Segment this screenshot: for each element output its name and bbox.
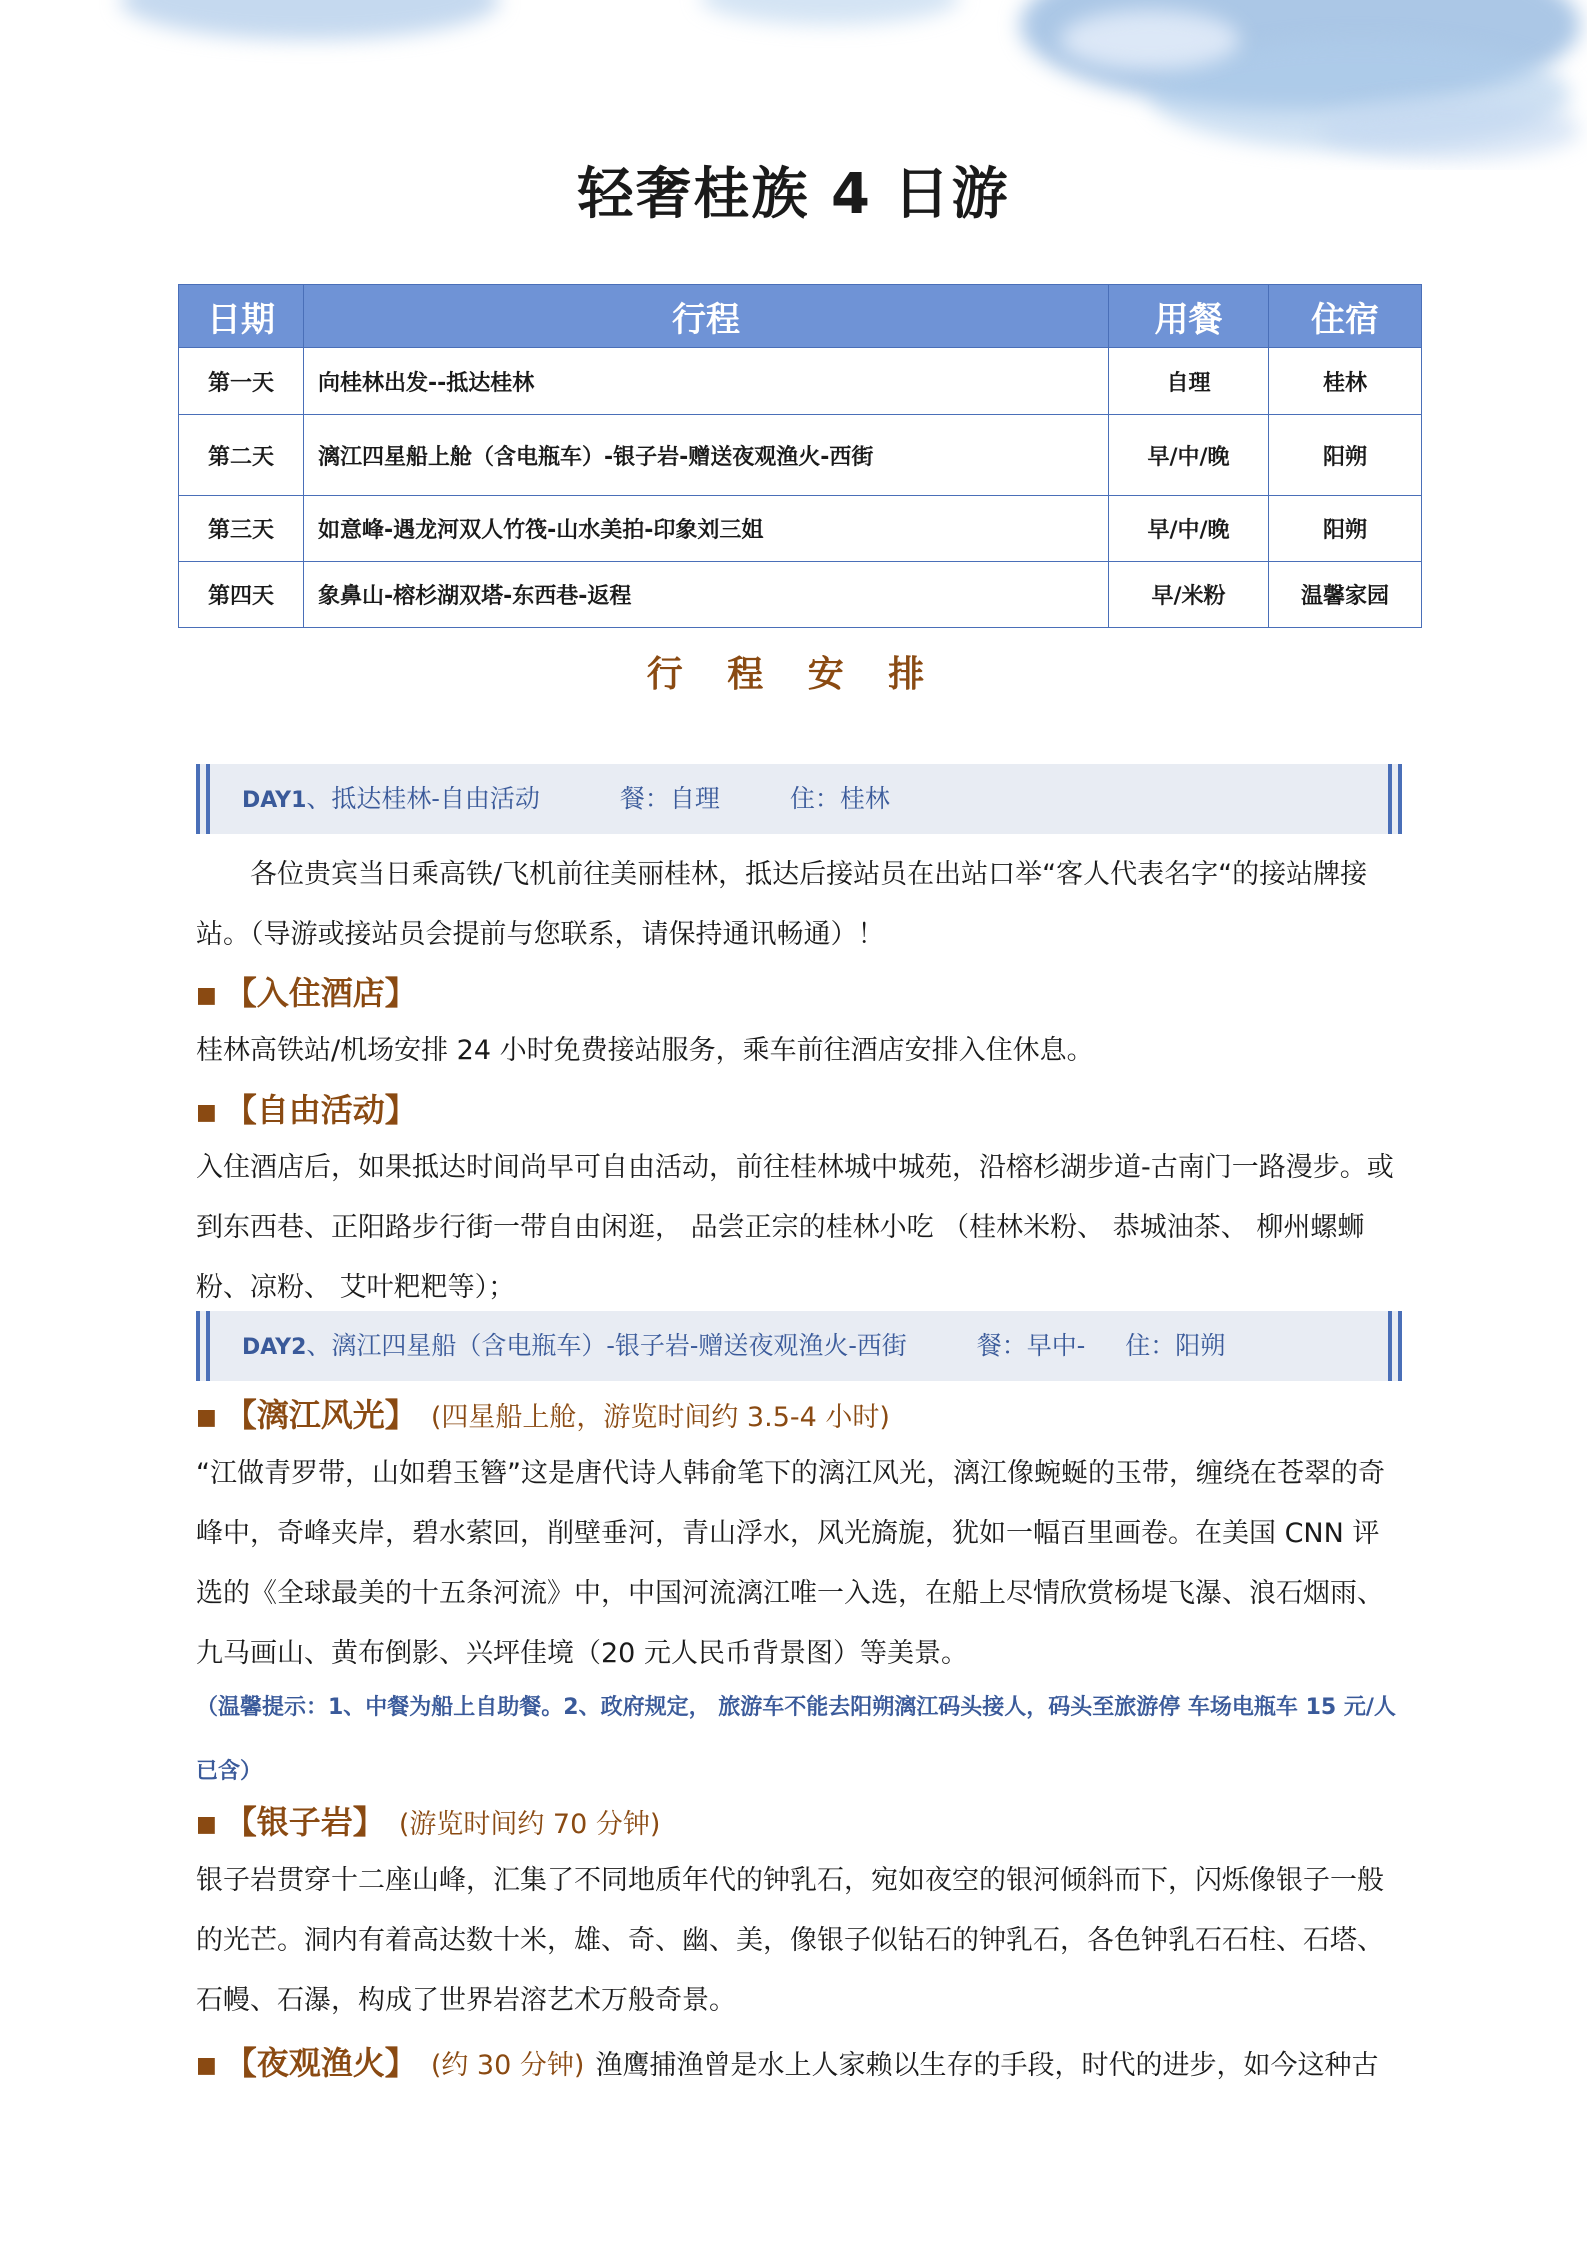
day1-heading-hotel [196, 968, 417, 1014]
day2-banner [196, 1311, 1402, 1381]
bar-line [206, 1311, 210, 1381]
day2-yinziyan-text: 银子岩贯穿十二座山峰，汇集了不同地质年代的钟乳石，宛如夜空的银河倾斜而下，闪烁像银子一般的光芒。洞内有着高达数十米，雄、奇、幽、美，像银子似钻石的钟乳石，各色钟乳石石柱、石塔、石幔、石瀑，构成了世界岩溶艺术万般奇景。 [196, 1865, 1384, 2016]
cell-route: 象鼻山-榕杉湖双塔-东西巷-返程 [304, 562, 1109, 628]
square-bullet-icon: ■ [196, 1811, 217, 1837]
table-row [179, 348, 1422, 415]
cloud-decoration [120, 0, 500, 40]
day1-hotel-text: 桂林高铁站/机场安排 24 小时免费接站服务，乘车前往酒店安排入住休息。 [196, 1035, 1094, 1066]
cell-route: 向桂林出发--抵达桂林 [304, 348, 1109, 415]
day1-stay: 住：桂林 [789, 784, 890, 813]
sky-banner [0, 0, 1587, 170]
square-bullet-icon: ■ [196, 1099, 217, 1125]
day2-heading-yinziyan [196, 1797, 660, 1843]
bar-line [1398, 764, 1402, 834]
day1-intro: 各位贵宾当日乘高铁/飞机前往美丽桂林，抵达后接站员在出站口举“客人代表名字“的接站牌接站。（导游或接站员会提前与您联系，请保持通讯畅通）！ [196, 859, 1368, 950]
cell-route: 如意峰-遇龙河双人竹筏-山水美拍-印象刘三姐 [304, 496, 1109, 562]
cell-day: 第四天 [179, 562, 304, 628]
day1-banner [196, 764, 1402, 834]
day2-tip: （温馨提示：1、中餐为船上自助餐。2、政府规定， 旅游车不能去阳朔漓江码头接人，码头至旅游停 车场电瓶车 15 元/人已含） [196, 1695, 1396, 1784]
cell-day: 第一天 [179, 348, 304, 415]
cell-day: 第三天 [179, 496, 304, 562]
cell-day: 第二天 [179, 415, 304, 496]
cell-meals: 自理 [1109, 348, 1269, 415]
heading-text: 【入住酒店】 [224, 974, 417, 1012]
table-row [179, 415, 1422, 496]
cell-route: 漓江四星船上舱（含电瓶车）-银子岩-赠送夜观渔火-西街 [304, 415, 1109, 496]
table-header-row [179, 285, 1422, 348]
day2-banner-text [242, 1311, 1225, 1383]
square-bullet-icon: ■ [196, 982, 217, 1008]
square-bullet-icon: ■ [196, 1404, 217, 1430]
day1-free-text: 入住酒店后，如果抵达时间尚早可自由活动，前往桂林城中城苑，沿榕杉湖步道-古南门一路漫步。或到东西巷、正阳路步行街一带自由闲逛， 品尝正宗的桂林小吃 （桂林米粉、 恭城油茶、 柳州螺蛳粉、凉粉、 艾叶粑粑等）； [196, 1152, 1394, 1303]
day2-lijiang-text: “江做青罗带，山如碧玉簪”这是唐代诗人韩俞笔下的漓江风光，漓江像蜿蜒的玉带，缠绕在苍翠的奇峰中，奇峰夹岸，碧水萦回，削壁垂河，青山浮水，风光旖旎，犹如一幅百里画卷。在美国 CNN 评选的《全球最美的十五条河流》中，中国河流漓江唯一入选，在船上尽情欣赏杨堤飞瀑、浪石烟雨、九马画山、黄布倒影、兴坪佳境（20 元人民币背景图）等美景。 [196, 1458, 1385, 1669]
cell-meals: 早/中/晚 [1109, 415, 1269, 496]
cloud-decoration [700, 0, 960, 25]
cell-meals: 早/米粉 [1109, 562, 1269, 628]
cell-stay: 阳朔 [1269, 415, 1422, 496]
heading-sub: (游览时间约 70 分钟) [398, 1809, 661, 1840]
bar-line [196, 764, 200, 834]
bar-line [206, 764, 210, 834]
bar-line [1398, 1311, 1402, 1381]
heading-text: 【银子岩】 [224, 1803, 385, 1841]
day2-stay: 住：阳朔 [1125, 1331, 1226, 1360]
page-title: 轻奢桂族 4 日游 [577, 162, 1010, 227]
itinerary-table [178, 284, 1422, 628]
bar-line [1388, 1311, 1392, 1381]
day1-banner-text [242, 764, 890, 836]
cell-stay: 桂林 [1269, 348, 1422, 415]
cell-stay: 温馨家园 [1269, 562, 1422, 628]
cell-meals: 早/中/晚 [1109, 496, 1269, 562]
day1-heading-free [196, 1085, 417, 1131]
heading-text: 【自由活动】 [224, 1091, 417, 1129]
day2-name: 、漓江四星船（含电瓶车）-银子岩-赠送夜观渔火-西街 [306, 1331, 907, 1360]
day2-code: DAY2 [242, 1335, 307, 1360]
header-route: 行程 [304, 285, 1109, 348]
heading-sub: (约 30 分钟) [430, 2050, 585, 2081]
day1-code: DAY1 [242, 788, 307, 813]
cloud-decoration [1060, 10, 1240, 70]
fishing-text: 渔鹰捕渔曾是水上人家赖以生存的手段，时代的进步，如今这种古 [595, 2050, 1379, 2081]
header-date: 日期 [179, 285, 304, 348]
section-title: 行 程 安 排 [646, 654, 941, 695]
table-row [179, 562, 1422, 628]
bar-line [1388, 764, 1392, 834]
heading-text: 【夜观渔火】 [224, 2044, 417, 2082]
day2-heading-lijiang [196, 1390, 890, 1436]
heading-sub: (四星船上舱，游览时间约 3.5-4 小时) [430, 1402, 890, 1433]
heading-text: 【漓江风光】 [224, 1396, 417, 1434]
day2-heading-fishing [196, 2038, 1379, 2084]
header-meals: 用餐 [1109, 285, 1269, 348]
day1-meal: 餐：自理 [619, 784, 720, 813]
header-stay: 住宿 [1269, 285, 1422, 348]
day2-meal: 餐：早中- [976, 1331, 1086, 1360]
day1-name: 、抵达桂林-自由活动 [306, 784, 540, 813]
cell-stay: 阳朔 [1269, 496, 1422, 562]
square-bullet-icon: ■ [196, 2052, 217, 2078]
bar-line [196, 1311, 200, 1381]
table-row [179, 496, 1422, 562]
